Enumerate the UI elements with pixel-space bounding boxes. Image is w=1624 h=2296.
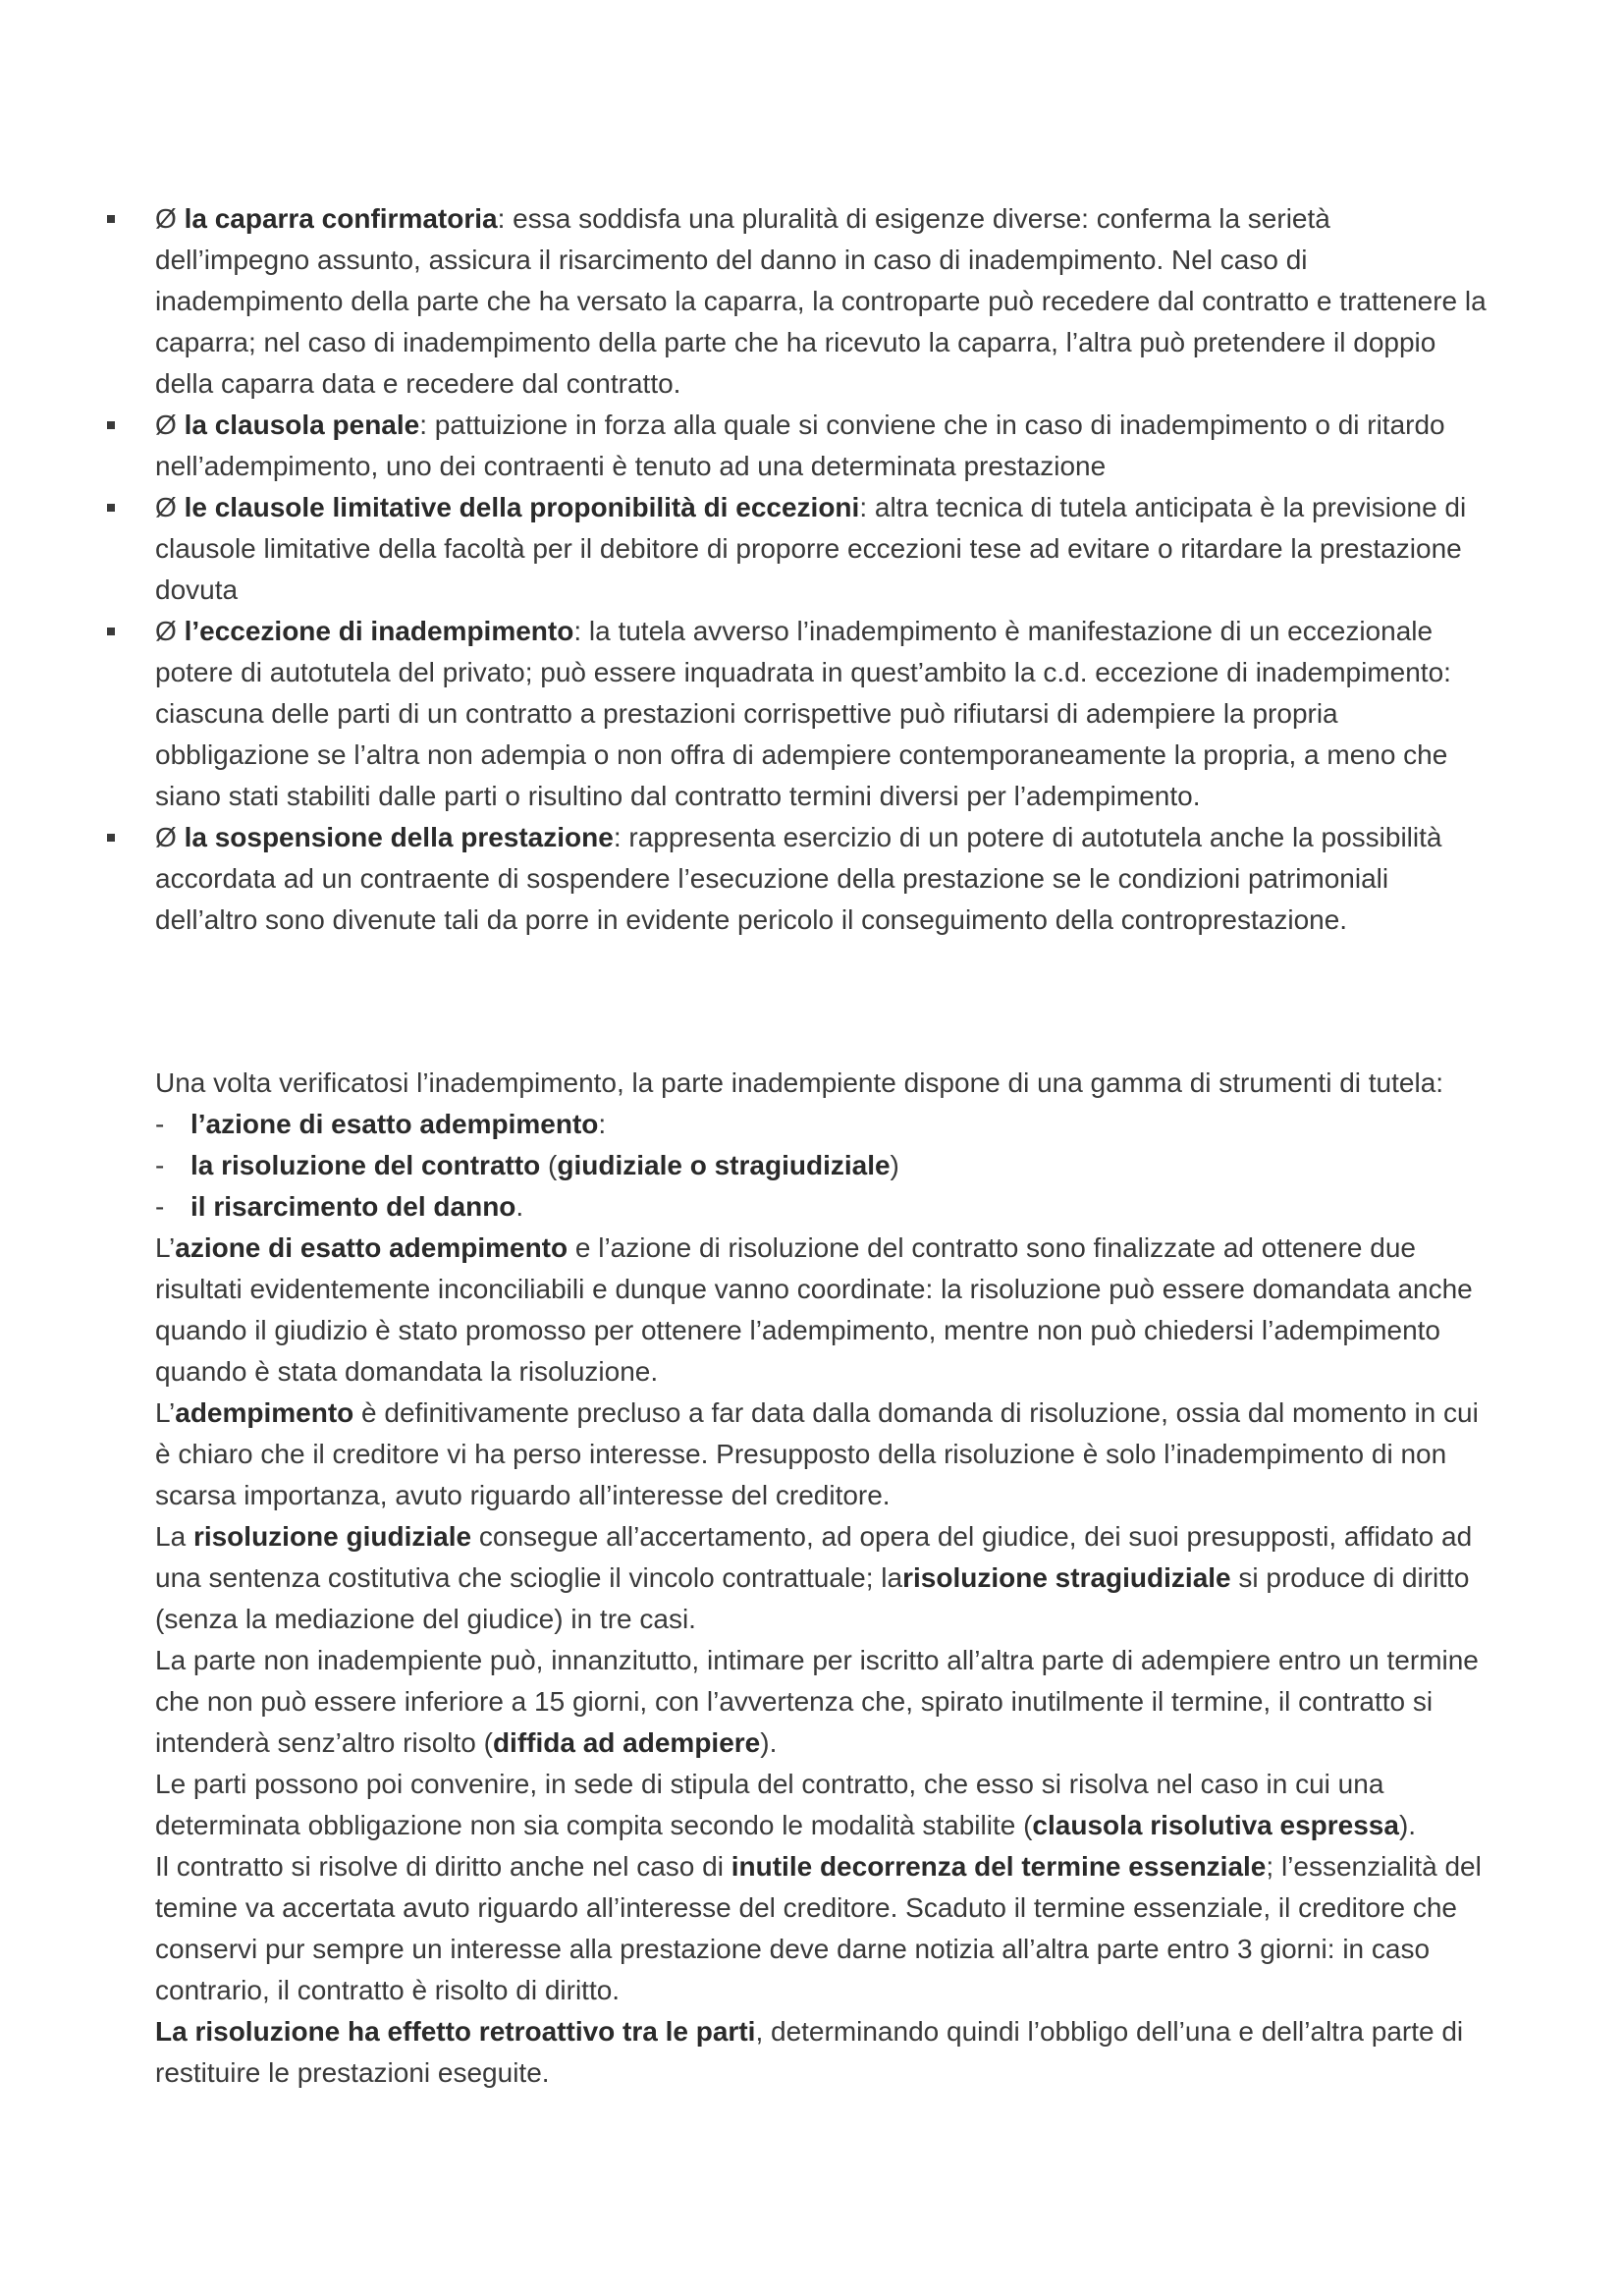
- square-bullet-icon: [107, 628, 115, 635]
- list-item: [0, 817, 1490, 941]
- list-item: [155, 1186, 1490, 1228]
- bullet-term: la clausola penale: [184, 410, 420, 440]
- list-item: [0, 487, 1490, 611]
- paragraph: L’adempimento è definitivamente precluso a far data dalla domanda di risoluzione, ossia dal momento in cui è chiaro che il creditore vi ha perso interesse. Presupposto della risoluzione è solo l’inadempimento di non scarsa importanza, avuto riguardo all’interesse del creditore.: [155, 1397, 1479, 1510]
- bullet-term: le clausole limitative della proponibilità di eccezioni: [184, 492, 860, 522]
- list-item: [0, 611, 1490, 817]
- bullet-text: : altra tecnica di tutela anticipata è la previsione di clausole limitative della facoltà per il debitore di proporre eccezioni tese ad evitare o ritardare la prestazione dovuta: [155, 492, 1467, 605]
- dash-bullet: -: [155, 1109, 165, 1139]
- paragraph: L’azione di esatto adempimento e l’azione di risoluzione del contratto sono finalizzate ad ottenere due risultati evidentemente inconciliabili e dunque vanno coordinate: la risoluzione può essere domandata anche quando il giudizio è stato promosso per ottenere l’adempimento, mentre non può chiedersi l’adempimento quando è stata domandata la risoluzione.: [155, 1232, 1473, 1387]
- tool-term: l’azione di esatto adempimento: [190, 1109, 599, 1139]
- bullet-symbol: Ø: [155, 203, 185, 234]
- tools-list: [155, 1104, 1490, 1228]
- paragraph: Le parti possono poi convenire, in sede di stipula del contratto, che esso si risolva nel caso in cui una determinata obbligazione non sia compita secondo le modalità stabilite (clausola risolutiva espressa).: [155, 1769, 1417, 1840]
- dash-bullet: -: [155, 1150, 165, 1180]
- list-item: [0, 405, 1490, 487]
- bullet-symbol: Ø: [155, 822, 185, 852]
- bullet-term: la caparra confirmatoria: [184, 203, 498, 234]
- paragraph: La risoluzione giudiziale consegue all’accertamento, ad opera del giudice, dei suoi presupposti, affidato ad una sentenza costitutiva che scioglie il vincolo contrattuale; larisoluzione stragiudiziale si produce di diritto (senza la mediazione del giudice) in tre casi.: [155, 1521, 1473, 1634]
- main-text-block: [155, 1063, 1490, 2094]
- list-item: [155, 1145, 1490, 1186]
- bullet-symbol: Ø: [155, 410, 185, 440]
- tool-tail: :: [598, 1109, 607, 1139]
- square-bullet-icon: [107, 504, 115, 512]
- bullet-symbol: Ø: [155, 616, 185, 646]
- tool-tail: .: [515, 1191, 524, 1222]
- paragraph: Il contratto si risolve di diritto anche nel caso di inutile decorrenza del termine essenziale; l’essenzialità del temine va accertata avuto riguardo all’interesse del creditore. Scaduto il termine essenziale, il creditore che conservi pur sempre un interesse alla prestazione deve darne notizia all’altra parte entro 3 giorni: in caso contrario, il contratto è risolto di diritto.: [155, 1851, 1482, 2005]
- tool-term-detail: giudiziale o stragiudiziale: [557, 1150, 891, 1180]
- bullet-text: : la tutela avverso l’inadempimento è manifestazione di un eccezionale potere di autotutela del privato; può essere inquadrata in quest’ambito la c.d. eccezione di inadempimento: ciascuna delle parti di un contratto a prestazioni corrispettive può rifiutarsi di adempiere la propria obbligazione se l’altra non adempia o non offra di adempiere contemporaneamente la propria, a meno che siano stati stabiliti dalle parti o risultino dal contratto termini diversi per l’adempimento.: [155, 616, 1451, 811]
- bullet-symbol: Ø: [155, 492, 185, 522]
- bullet-term: l’eccezione di inadempimento: [184, 616, 574, 646]
- square-bullet-icon: [107, 215, 115, 223]
- dash-bullet: -: [155, 1191, 165, 1222]
- tool-tail: ): [890, 1150, 899, 1180]
- bullet-text: : pattuizione in forza alla quale si conviene che in caso di inadempimento o di ritardo nell’adempimento, uno dei contraenti è tenuto ad una determinata prestazione: [155, 410, 1445, 481]
- bullet-list: [0, 198, 1624, 941]
- tool-text: (: [540, 1150, 558, 1180]
- paragraph: La risoluzione ha effetto retroattivo tra le parti, determinando quindi l’obbligo dell’una e dell’altra parte di restituire le prestazioni eseguite.: [155, 2016, 1464, 2088]
- tool-term: la risoluzione del contratto: [190, 1150, 541, 1180]
- list-item: [0, 198, 1490, 405]
- paragraph: La parte non inadempiente può, innanzitutto, intimare per iscritto all’altra parte di adempiere entro un termine che non può essere inferiore a 15 giorni, con l’avvertenza che, spirato inutilmente il termine, il contratto si intenderà senz’altro risolto (diffida ad adempiere).: [155, 1645, 1479, 1758]
- bullet-text: : essa soddisfa una pluralità di esigenze diverse: conferma la serietà dell’impegno assunto, assicura il risarcimento del danno in caso di inadempimento. Nel caso di inadempimento della parte che ha versato la caparra, la controparte può recedere dal contratto e trattenere la caparra; nel caso di inadempimento della parte che ha ricevuto la caparra, l’altra può pretendere il doppio della caparra data e recedere dal contratto.: [155, 203, 1487, 399]
- list-item: [155, 1104, 1490, 1145]
- bullet-term: la sospensione della prestazione: [184, 822, 614, 852]
- bullet-text: : rappresenta esercizio di un potere di autotutela anche la possibilità accordata ad un contraente di sospendere l’esecuzione della prestazione se le condizioni patrimoniali dell’altro sono divenute tali da porre in evidente pericolo il conseguimento della controprestazione.: [155, 822, 1442, 935]
- square-bullet-icon: [107, 834, 115, 842]
- intro-paragraph: Una volta verificatosi l’inadempimento, la parte inadempiente dispone di una gamma di strumenti di tutela:: [155, 1067, 1444, 1098]
- square-bullet-icon: [107, 421, 115, 429]
- tool-term: il risarcimento del danno: [190, 1191, 516, 1222]
